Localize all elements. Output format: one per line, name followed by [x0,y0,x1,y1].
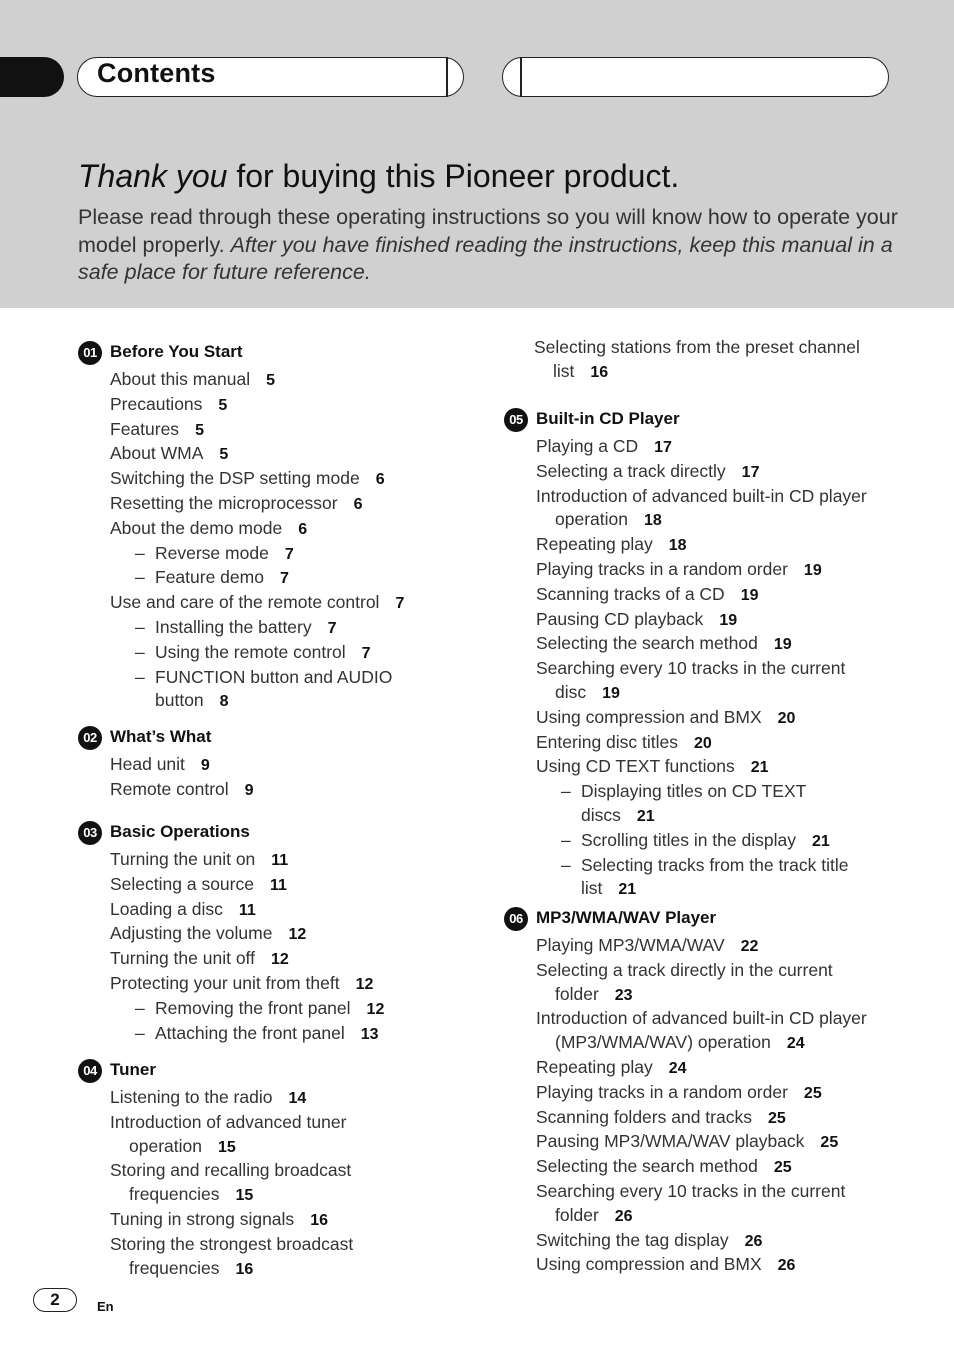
toc-entry-text: Switching the tag display [536,1229,729,1250]
toc-entry-text: Turning the unit off [110,948,255,969]
toc-entry-text: Using CD TEXT functions [536,756,735,777]
blank-tab-frame [502,57,889,97]
toc-entry-playing-tracks-in-a-random-order[interactable] [536,1081,896,1106]
toc-page-number: 7 [395,595,405,613]
toc-entry-using-compression-and-bmx[interactable] [536,706,896,731]
toc-page-number: 5 [195,421,204,439]
toc-entry-scrolling-titles-in-the-display[interactable] [536,829,896,854]
toc-page-number: 12 [366,1000,385,1018]
toc-entry-scanning-folders-and-tracks[interactable] [536,1106,896,1131]
toc-entry-text: Installing the battery [155,616,312,637]
toc-page-number: 15 [235,1187,254,1205]
toc-page-number: 25 [820,1134,839,1152]
toc-entry-text: FUNCTION button and AUDIO button [155,666,393,711]
section-number-badge: 02 [78,726,102,750]
toc-entry-storing-the-strongest-broadcast-frequencies[interactable] [110,1233,474,1282]
toc-page-number: 14 [288,1090,307,1107]
toc-page-number: 18 [668,537,687,555]
section-number-badge: 01 [78,341,102,365]
toc-entry-reverse-mode[interactable] [110,542,470,567]
toc-page-number: 16 [235,1260,254,1278]
headline-rest: for buying this Pioneer product. [227,158,680,194]
intro-paragraph [78,204,898,287]
toc-page-number: 11 [238,901,256,919]
toc-entry-text: Storing the strongest broadcast frequencies [110,1233,354,1278]
toc-page-number: 19 [773,636,792,654]
toc-entry-precautions[interactable] [110,393,470,418]
toc-entry-turning-the-unit-off[interactable] [110,947,470,972]
toc-entry-text: Selecting a track directly [536,460,726,481]
toc-page-number: 5 [218,396,228,414]
section-number-badge: 05 [504,408,528,432]
toc-entry-text: Loading a disc [110,898,223,919]
intro-italic: After you have finished reading the instructions, keep this manual in a safe place for future reference. [78,232,893,284]
toc-page-number: 9 [244,781,254,799]
toc-entry-repeating-play[interactable] [536,533,896,558]
toc-entry-text: Searching every 10 tracks in the current folder [536,1180,846,1225]
toc-entry-text: Resetting the microprocessor [110,492,338,513]
toc-entry-text: Storing and recalling broadcast frequencies [110,1160,352,1205]
sub-entry-dash: – [561,781,571,802]
toc-entry-selecting-the-search-method[interactable] [536,1155,896,1180]
sub-entry-dash: – [561,829,571,850]
toc-entry-introduction-of-advanced-built-in-cd-player-mp3-wma-wav-operation[interactable] [536,1007,900,1056]
toc-page-number: 17 [741,463,760,481]
toc-entry-text: Displaying titles on CD TEXT discs [581,781,807,825]
toc-entry-text: About the demo mode [110,517,283,538]
section-title: Basic Operations [110,822,250,841]
toc-page-number: 21 [618,881,637,899]
toc-entry-displaying-titles-on-cd-text-discs[interactable] [536,780,881,829]
toc-page-number: 12 [288,926,307,944]
toc-entry-text: Adjusting the volume [110,923,273,944]
toc-entry-repeating-play[interactable] [536,1056,896,1081]
tab-divider [520,57,522,97]
toc-page-number: 13 [360,1025,379,1043]
toc-page-number: 11 [269,876,287,894]
toc-entry-text: Remote control [110,778,229,799]
section-title: Tuner [110,1060,156,1079]
toc-page-number: 21 [636,807,655,825]
toc-entry-text: Introduction of advanced tuner operation [110,1111,347,1156]
toc-entry-about-the-demo-mode[interactable] [110,517,470,542]
toc-entry-text: About WMA [110,443,204,464]
toc-page-number: 16 [310,1211,328,1229]
toc-entry-removing-the-front-panel[interactable] [110,997,470,1022]
toc-entry-resetting-the-microprocessor[interactable] [110,492,470,517]
toc-entry-selecting-a-track-directly[interactable] [536,460,896,485]
section-entries [110,848,470,1046]
sub-entry-dash: – [135,542,145,563]
toc-page-number: 25 [773,1159,792,1177]
toc-entry-introduction-of-advanced-built-in-cd-player-operation[interactable] [536,485,900,534]
toc-entry-tuning-in-strong-signals[interactable] [110,1208,470,1233]
toc-entry-text: Turning the unit on [110,849,256,869]
toc-entry-text: Pausing CD playback [536,608,704,629]
toc-entry-using-compression-and-bmx[interactable] [536,1253,896,1278]
language-label: En [97,1299,114,1314]
toc-entry-text: Head unit [110,754,185,774]
toc-entry-function-button-and-audio-button[interactable] [110,666,455,715]
section-title: Before You Start [110,342,243,361]
toc-page-number: 24 [786,1035,805,1053]
toc-page-number: 19 [740,586,759,604]
toc-entry-text: Scanning tracks of a CD [536,583,725,604]
section-entries [110,753,470,803]
toc-entry-text: Scrolling titles in the display [581,829,796,850]
toc-entry-listening-to-the-radio[interactable] [110,1086,470,1111]
toc-page-number: 20 [694,734,712,752]
toc-page-number: 26 [614,1207,633,1225]
toc-page-number: 26 [777,1257,796,1275]
section-entries [110,1086,470,1281]
toc-page-number: 6 [353,495,363,513]
toc-entry-text: Switching the DSP setting mode [110,468,360,489]
toc-entry-storing-and-recalling-broadcast-frequencies[interactable] [110,1159,474,1208]
toc-entry-text: Using compression and BMX [536,1254,762,1275]
sub-entry-dash: – [135,616,145,637]
section-entries [536,435,896,902]
toc-page-number: 16 [590,363,609,381]
toc-entry-remote-control[interactable] [110,778,470,803]
sub-entry-dash: – [135,666,145,687]
toc-page-number: 18 [643,512,662,530]
toc-entry-text: Feature demo [155,567,264,588]
section-entries-continued [534,336,879,385]
toc-entry-using-the-remote-control[interactable] [110,641,470,666]
toc-entry-loading-a-disc[interactable] [110,898,470,923]
toc-entry-text: Listening to the radio [110,1087,273,1107]
toc-entry-text: Selecting stations from the preset channel list [534,337,860,381]
toc-page-number: 5 [219,446,229,464]
toc-page-number: 22 [740,938,759,955]
toc-entry-playing-mp3-wma-wav[interactable] [536,934,896,959]
section-tab-marker [0,57,64,97]
toc-entry-head-unit[interactable] [110,753,470,778]
toc-entry-about-this-manual[interactable] [110,368,470,393]
toc-entry-text: Playing tracks in a random order [536,558,788,579]
toc-entry-switching-the-tag-display[interactable] [536,1229,896,1254]
headline-italic: Thank you [78,158,228,194]
toc-page-number: 6 [298,520,308,538]
section-entries [110,368,470,714]
toc-entry-scanning-tracks-of-a-cd[interactable] [536,583,896,608]
toc-entry-text: Using compression and BMX [536,706,762,727]
toc-entry-attaching-the-front-panel[interactable] [110,1022,470,1047]
intro-plain: Please read through these operating instructions so you will know how to operate your model properly. [78,205,898,257]
sub-entry-dash: – [561,854,571,875]
section-number-badge: 06 [504,907,528,931]
toc-entry-text: Playing a CD [536,436,639,456]
toc-entry-protecting-your-unit-from-theft[interactable] [110,972,470,997]
toc-entry-text: Protecting your unit from theft [110,972,340,993]
toc-entry-about-wma[interactable] [110,442,470,467]
toc-entry-text: Repeating play [536,534,653,555]
toc-entry-searching-every-10-tracks-in-the-current-folder[interactable] [536,1180,900,1229]
toc-entry-selecting-a-source[interactable] [110,873,470,898]
toc-entry-text: Selecting a track directly in the current folder [536,959,833,1004]
sub-entry-dash: – [135,997,145,1018]
toc-page-number: 7 [284,545,294,563]
toc-entry-features[interactable] [110,418,470,443]
toc-page-number: 21 [811,832,830,850]
toc-entry-text: Pausing MP3/WMA/WAV playback [536,1131,805,1152]
toc-entry-text: Introduction of advanced built-in CD player operation [536,485,867,530]
toc-entry-introduction-of-advanced-tuner-operation[interactable] [110,1111,474,1160]
toc-entry-text: Use and care of the remote control [110,592,380,613]
sub-entry-dash: – [135,567,145,588]
toc-entry-switching-the-dsp-setting-mode[interactable] [110,467,470,492]
toc-entry-text: Searching every 10 tracks in the current disc [536,658,846,702]
toc-page-number: 17 [654,439,672,456]
page-number: 2 [33,1288,77,1312]
sub-entry-dash: – [135,1022,145,1043]
toc-page-number: 12 [270,951,289,969]
toc-page-number: 5 [266,372,275,389]
toc-entry-selecting-a-track-directly-in-the-current-folder[interactable] [536,959,900,1008]
toc-entry-text: Reverse mode [155,542,269,563]
toc-entry-installing-the-battery[interactable] [110,616,470,641]
tab-divider [446,57,448,97]
toc-entry-selecting-stations-from-the-preset-channel-list[interactable] [534,336,898,385]
toc-entry-feature-demo[interactable] [110,566,470,591]
toc-entry-using-cd-text-functions[interactable] [536,755,896,780]
toc-entry-text: Playing tracks in a random order [536,1081,788,1102]
section-title: MP3/WMA/WAV Player [536,908,717,927]
toc-page-number: 25 [803,1084,822,1102]
section-number-badge: 04 [78,1059,102,1083]
toc-entry-pausing-cd-playback[interactable] [536,608,896,633]
toc-entry-text: Introduction of advanced built-in CD player (MP3/WMA/WAV) operation [536,1008,867,1053]
toc-entry-text: Selecting tracks from the track title list [581,854,849,899]
toc-entry-text: Removing the front panel [155,997,351,1018]
toc-entry-text: Selecting the search method [536,633,758,654]
toc-page-number: 26 [744,1232,763,1250]
toc-page-number: 19 [803,561,822,579]
thank-you-headline [78,158,679,195]
toc-entry-searching-every-10-tracks-in-the-current-disc[interactable] [536,657,900,706]
toc-page-number: 7 [279,570,289,588]
contents-title: Contents [97,58,216,88]
toc-entry-text: Attaching the front panel [155,1022,345,1043]
toc-entry-adjusting-the-volume[interactable] [110,922,470,947]
toc-entry-use-and-care-of-the-remote-control[interactable] [110,591,470,616]
toc-entry-text: Scanning folders and tracks [536,1106,752,1127]
toc-page-number: 6 [375,471,385,489]
toc-page-number: 23 [614,986,633,1004]
toc-page-number: 19 [602,684,620,702]
toc-entry-playing-tracks-in-a-random-order[interactable] [536,558,896,583]
toc-entry-entering-disc-titles[interactable] [536,731,896,756]
toc-page-number: 21 [750,759,769,777]
section-number-badge: 03 [78,821,102,845]
toc-entry-text: Features [110,418,180,439]
toc-entry-text: Selecting the search method [536,1156,758,1177]
toc-entry-selecting-tracks-from-the-track-title-list[interactable] [536,854,881,903]
section-entries [536,934,896,1278]
toc-page-number: 7 [327,619,337,637]
section-title: What’s What [110,727,212,746]
section-title: Built-in CD Player [536,409,680,428]
toc-page-number: 24 [668,1059,687,1077]
toc-page-number: 15 [217,1138,236,1156]
toc-entry-text: Repeating play [536,1056,653,1077]
toc-entry-text: Entering disc titles [536,731,679,752]
toc-entry-text: Selecting a source [110,873,254,894]
toc-page-number: 12 [355,975,374,993]
toc-entry-selecting-the-search-method[interactable] [536,632,896,657]
toc-entry-text: Playing MP3/WMA/WAV [536,935,725,955]
toc-entry-text: Tuning in strong signals [110,1208,295,1229]
toc-entry-text: Using the remote control [155,641,346,662]
toc-page-number: 9 [200,757,210,774]
toc-page-number: 7 [361,644,371,662]
toc-entry-turning-the-unit-on[interactable] [110,848,470,873]
toc-page-number: 20 [777,709,796,727]
toc-page-number: 11 [271,852,289,869]
toc-entry-text: About this manual [110,369,251,389]
toc-entry-text: Precautions [110,393,203,414]
toc-page-number: 19 [719,611,738,629]
toc-page-number: 8 [219,693,229,711]
sub-entry-dash: – [135,641,145,662]
toc-entry-pausing-mp3-wma-wav-playback[interactable] [536,1130,896,1155]
toc-page-number: 25 [767,1109,786,1127]
toc-entry-playing-a-cd[interactable] [536,435,896,460]
